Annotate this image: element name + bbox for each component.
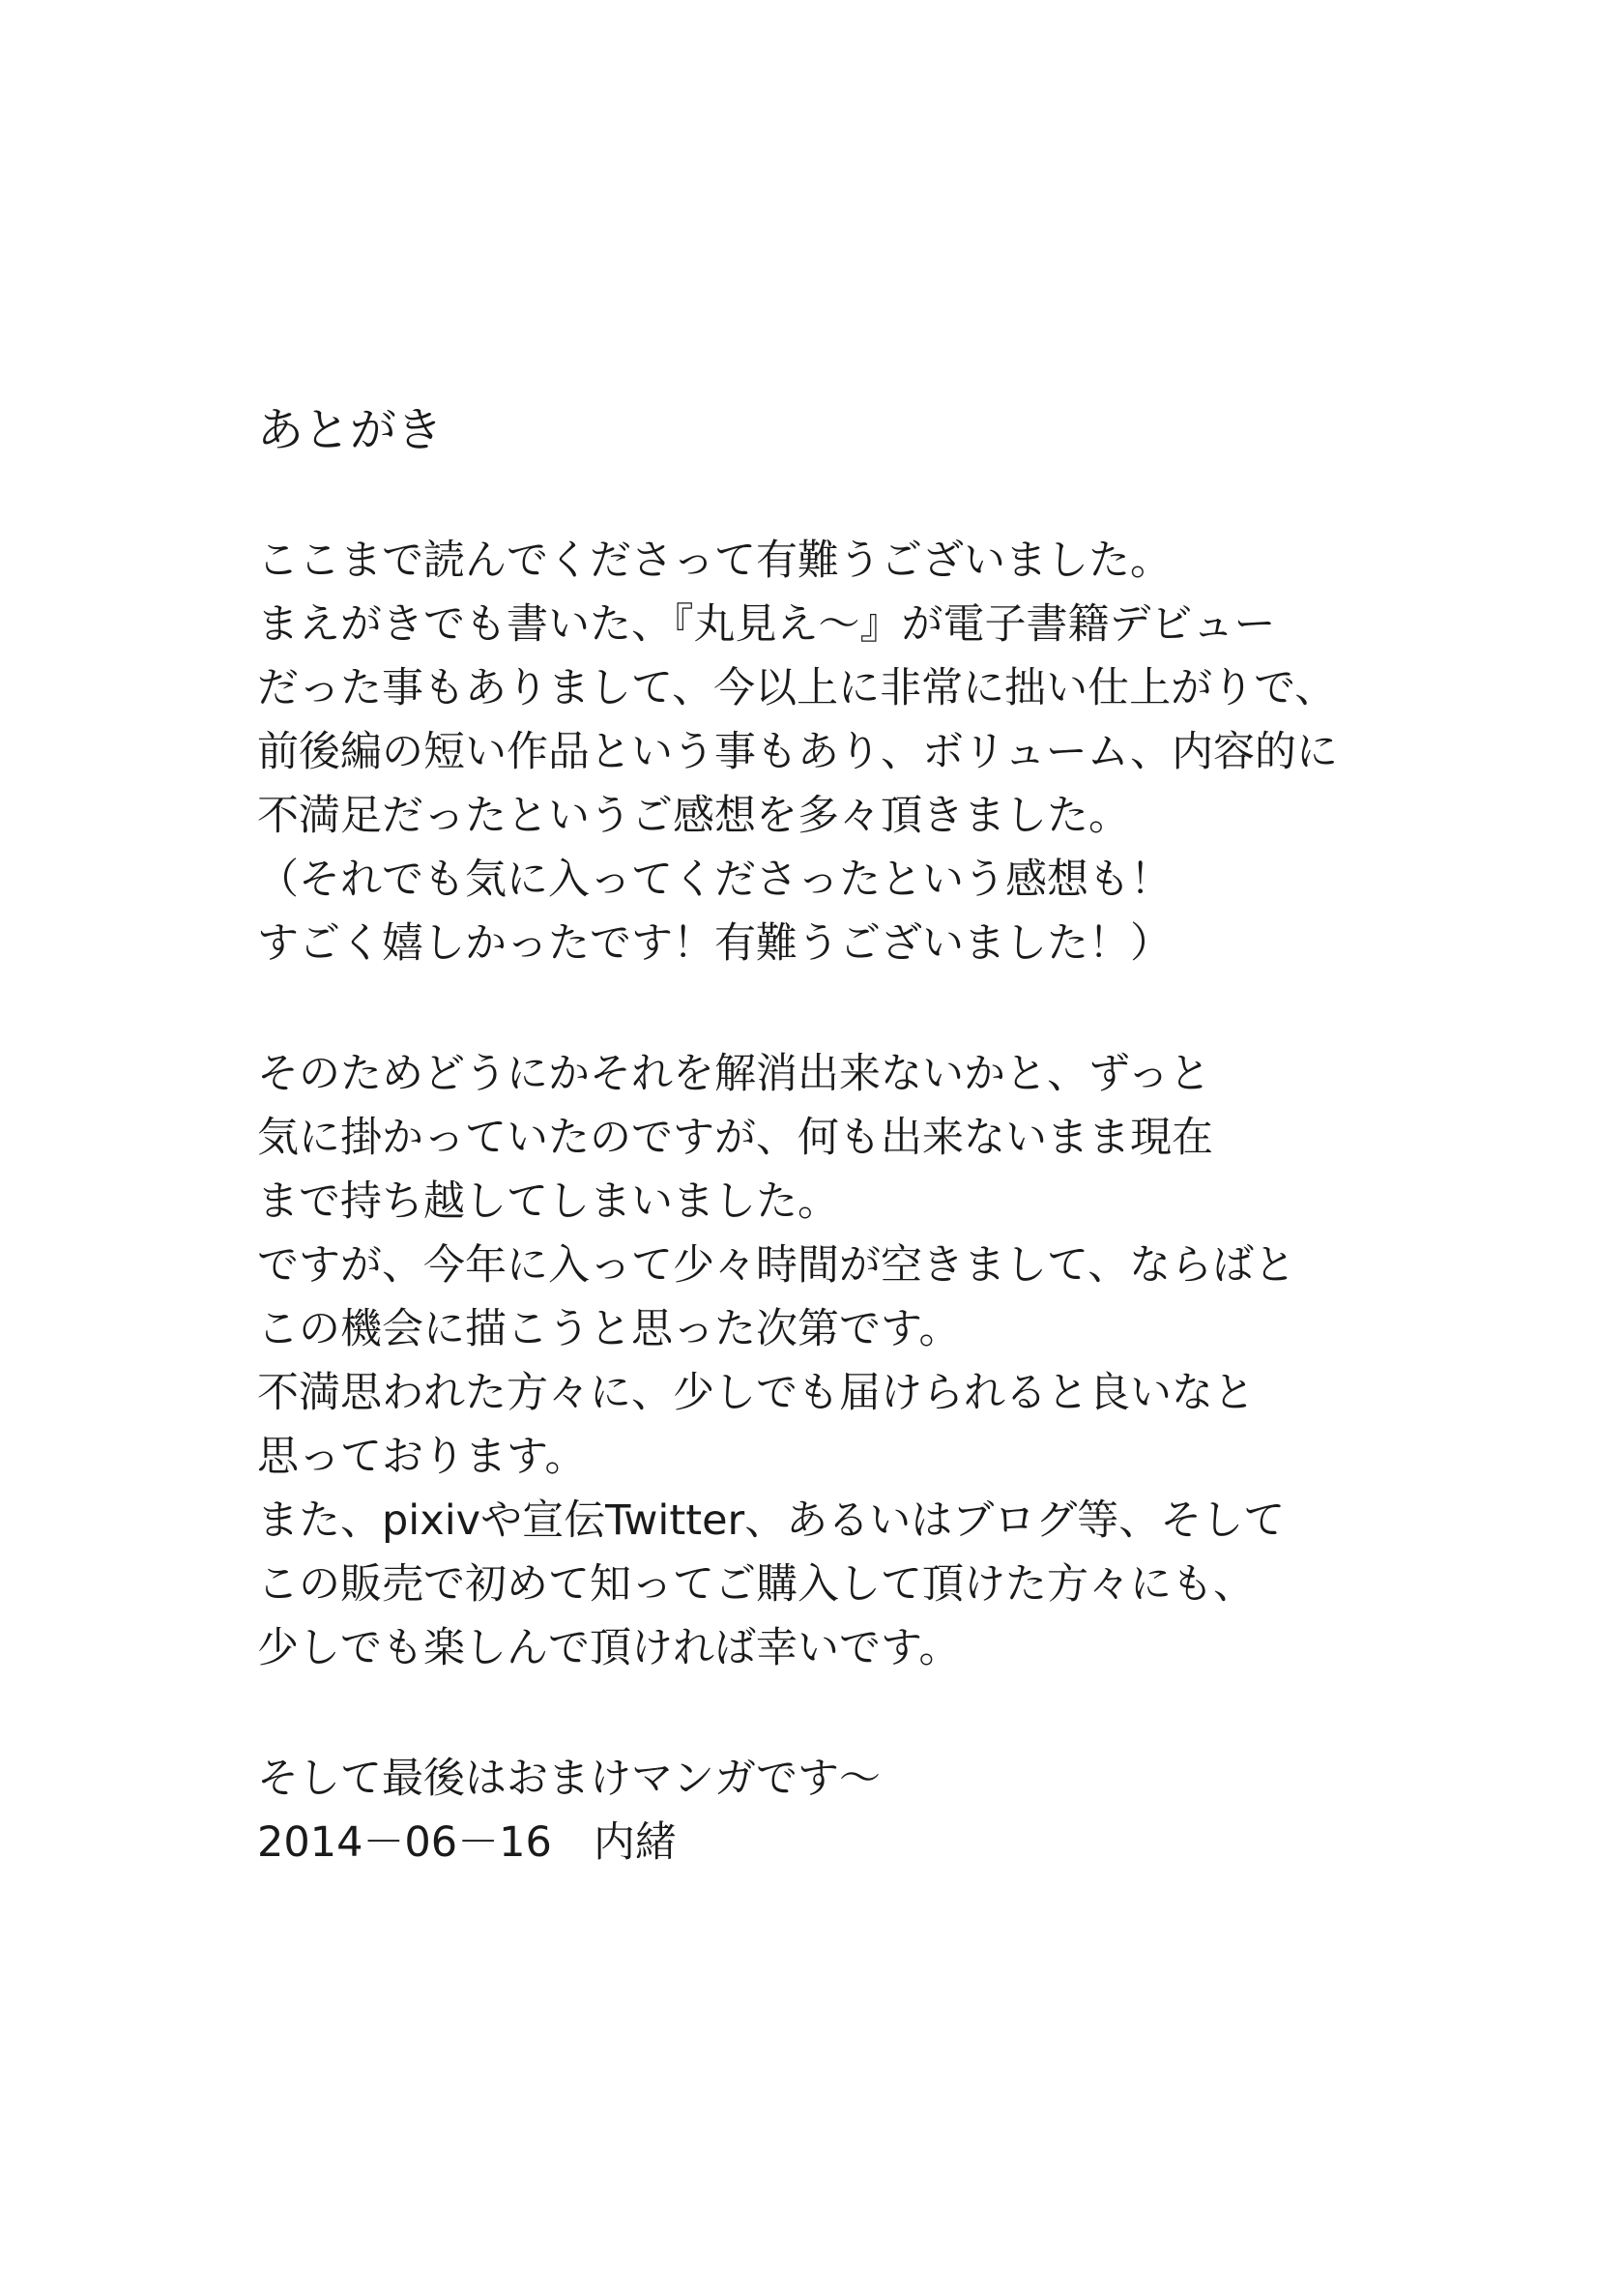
text-line: 前後編の短い作品という事もあり、ボリューム、内容的に [257,728,1338,776]
afterword-content [257,398,1417,1874]
text-line: そして最後はおまけマンガです～ [257,1755,881,1803]
text-line: この販売で初めて知ってご購入して頂けた方々にも、 [257,1560,1255,1609]
text-line: 思っております。 [257,1433,587,1481]
paragraph-thanks [257,529,1417,975]
text-line: まで持ち越してしまいました。 [257,1177,839,1226]
paragraph-closing [257,1747,1417,1874]
text-line: 少しでも楽しんで頂ければ幸いです。 [257,1624,961,1672]
text-line: そのためどうにかそれを解消出来ないかと、ずっと [257,1050,1211,1098]
text-line: 気に掛かっていたのですが、何も出来ないまま現在 [257,1114,1213,1162]
paragraph-spacer [257,975,1417,1042]
text-line: 不満足だったというご感想を多々頂きました。 [257,792,1130,840]
paragraph-reason [257,1042,1417,1680]
afterword-title: あとがき [257,403,444,457]
text-line: （それでも気に入ってくださったという感想も！ [257,856,1172,904]
text-line: また、pixivや宣伝Twitter、あるいはブログ等、そして [257,1496,1286,1545]
text-line: この機会に描こうと思った次第です。 [257,1305,961,1353]
text-line: まえがきでも書いた、『丸見え～』が電子書籍デビュー [257,600,1276,649]
text-line: ここまで読んでくださって有難うございました。 [257,537,1172,585]
paragraph-spacer [257,1680,1417,1747]
text-line: だった事もありまして、今以上に非常に拙い仕上がりで、 [257,664,1337,712]
text-line: 不満思われた方々に、少しでも届けられると良いなと [257,1369,1255,1417]
signature-date-line: 2014－06－16 内緒 [257,1818,677,1867]
text-line: すごく嬉しかったです！有難うございました！） [257,919,1172,968]
text-line: ですが、今年に入って少々時間が空きまして、ならばと [257,1241,1296,1290]
